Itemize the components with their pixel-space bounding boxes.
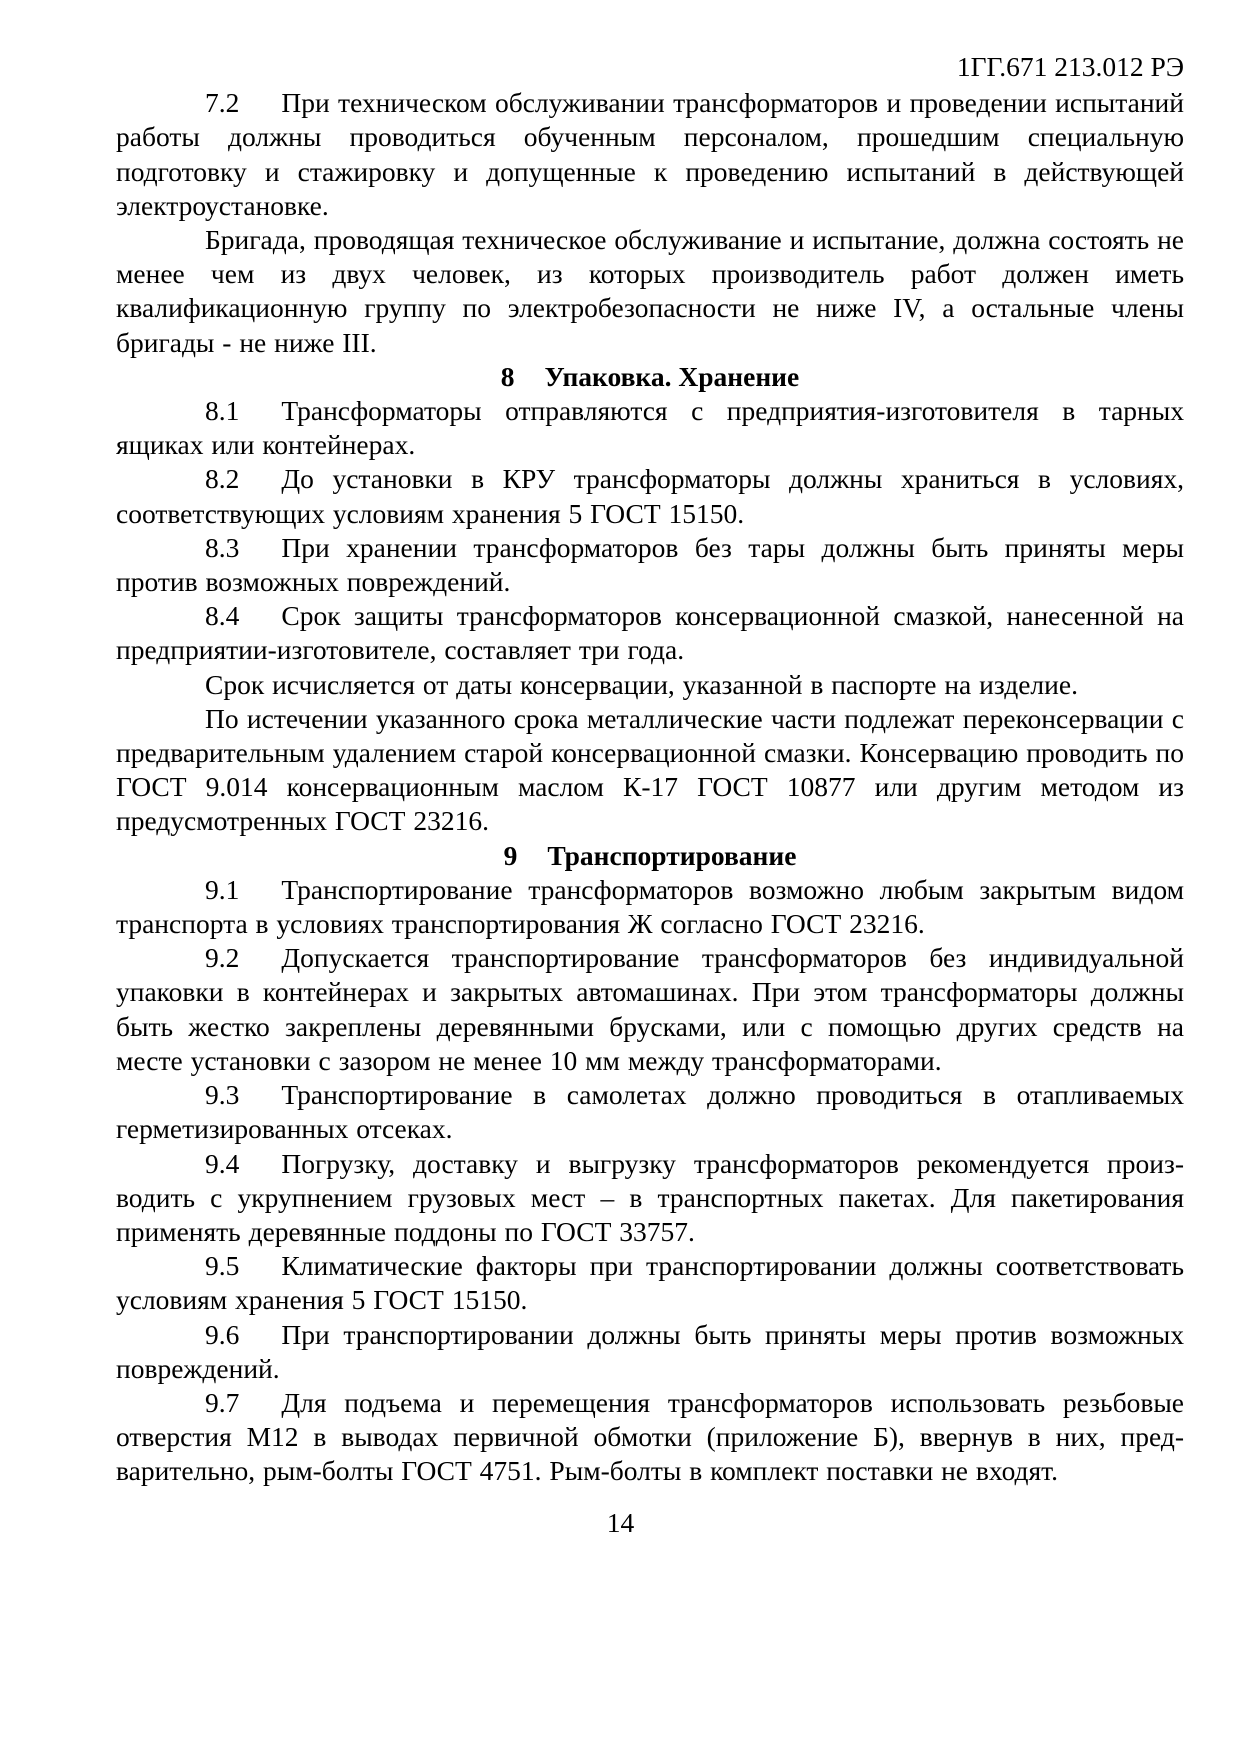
clause-number: 9.7 [205,1386,240,1418]
paragraph-text: При техническом обслуживании трансформаторов и проведении испытаний работы должны проводиться обученным персоналом, прошедшим специальную подготовку и стажировку и допущенные к проведению испытаний в действующей электроустановке. [116,87,1184,221]
paragraph-text: Трансформаторы отправляются с предприятия-изготовителя в тарных ящиках или контейнерах. [116,395,1184,461]
document-body [116,86,1184,1488]
clause-number: 9.4 [205,1147,240,1179]
clause-number: 8.2 [205,463,240,495]
paragraph-text: Транспортирование в самолетах должно проводиться в отапливаемых герметизированных отсеках. [116,1079,1184,1145]
paragraph [116,1386,1184,1489]
clause-number: 9.1 [205,873,240,905]
paragraph-text: По истечении указанного срока металлические части подлежат переконсервации с предварительным удалением старой консервационной смазки. Консервацию проводить по ГОСТ 9.014 консервационным маслом К-17 ГОСТ 10877 или другим методом из предусмотренных ГОСТ 23216. [116,702,1184,837]
paragraph [116,531,1184,599]
paragraph [116,1147,1184,1250]
paragraph [116,941,1184,1078]
paragraph [116,1318,1184,1386]
section-heading [116,839,1184,873]
paragraph-text: Транспортирование трансформаторов возможно любым закрытым видом транспорта в условиях транспортирования Ж согласно ГОСТ 23216. [116,873,1184,940]
paragraph-text: При транспортировании должны быть приняты меры против возможных повреждений. [116,1318,1184,1384]
paragraph-text: Срок защиты трансформаторов консервационной смазкой, нанесенной на предприятии-изготовителе, составляет три года. [116,600,1184,666]
paragraph [116,599,1184,667]
doc-code: 1ГГ.671 213.012 РЭ [956,51,1184,82]
clause-number: 9.5 [205,1250,240,1282]
paragraph [116,1249,1184,1317]
clause-number: 8.1 [205,395,240,427]
paragraph-text: Бригада, проводящая техническое обслуживание и испытание, должна состоять не менее чем из двух человек, из которых производитель работ должен иметь квалификационную группу по электробезопасности не ниже IV, а остальные члены бригады - не ниже III. [116,224,1184,358]
paragraph [116,668,1184,702]
clause-number: 7.2 [205,87,240,119]
paragraph [116,223,1184,360]
paragraph [116,702,1184,839]
paragraph-text: Погрузку, доставку и выгрузку трансформаторов рекомендуется производить с укрупнением грузовых мест – в транспортных пакетах. Для пакетирования применять деревянные поддоны по ГОСТ 33757. [116,1147,1184,1247]
paragraph-text: Климатические факторы при транспортировании должны соответствовать условиям хранения 5 ГОСТ 15150. [116,1250,1184,1316]
clause-number: 9.2 [205,942,240,974]
section-number: 9 [503,839,518,871]
clause-number: 9.3 [205,1079,240,1111]
clause-number: 8.4 [205,600,240,632]
section-number: 8 [500,360,515,392]
paragraph [116,86,1184,223]
paragraph-text: При хранении трансформаторов без тары должны быть приняты меры против возможных повреждений. [116,531,1184,598]
section-heading [116,360,1184,394]
paragraph [116,873,1184,941]
clause-number: 9.6 [205,1318,240,1350]
section-title: Транспортирование [547,839,797,871]
paragraph-text: Для подъема и перемещения трансформаторов использовать резьбовые отверстия М12 в выводах первичной обмотки (приложение Б), ввернув в них, предварительно, рым-болты ГОСТ 4751. Рым-болты в комплект поставки не входят. [116,1386,1184,1487]
paragraph-text: Срок исчисляется от даты консервации, указанной в паспорте на изделие. [205,668,1078,700]
page-number: 14 [606,1507,635,1538]
paragraph [116,462,1184,530]
paragraph [116,1078,1184,1146]
section-title: Упаковка. Хранение [544,360,800,392]
paragraph [116,394,1184,462]
clause-number: 8.3 [205,531,240,563]
paragraph-text: До установки в КРУ трансформаторы должны храниться в условиях, соответствующих условиям хранения 5 ГОСТ 15150. [116,463,1184,529]
paragraph-text: Допускается транспортирование трансформаторов без индивидуальной упаковки в контейнерах и закрытых автомашинах. При этом трансформаторы должны быть жестко закреплены деревянными брусками, или с помощью других средств на месте установки с зазором не менее 10 мм между трансформаторами. [116,942,1184,1076]
